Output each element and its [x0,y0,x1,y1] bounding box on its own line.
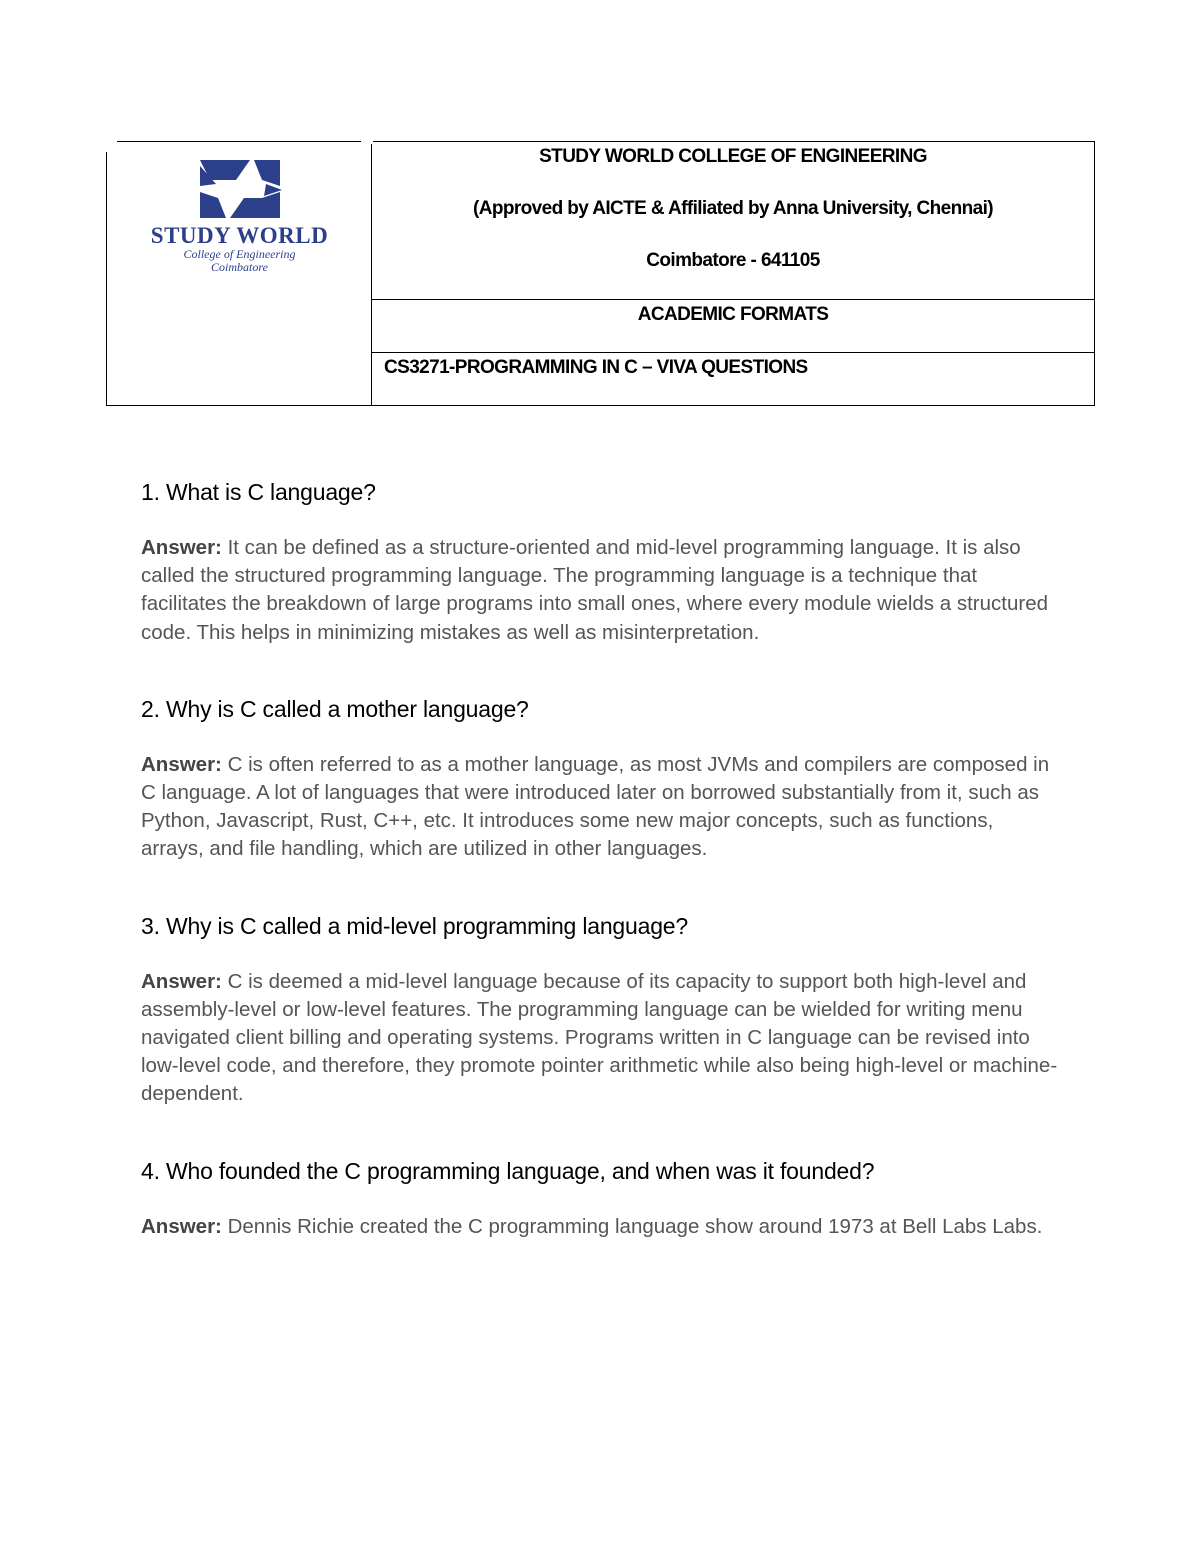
course-row [372,353,1094,407]
question-text: 4. Who founded the C programming language, and when was it founded? [141,1157,875,1184]
logo-subtitle-1: College of Engineering [183,247,296,261]
answer-label: Answer: [141,1214,222,1238]
answer-body: Dennis Richie created the C programming language show around 1973 at Bell Labs Labs. [221,1214,1043,1238]
info-cell [372,142,1094,405]
qa-item [141,912,1061,1109]
college-location: Coimbatore - 641105 [646,250,820,271]
answer-label: Answer: [141,536,222,559]
header-table [106,141,1095,406]
answer-text [141,751,1061,864]
answer-text [141,968,1061,1109]
question-text: 1. What is C language? [141,479,376,505]
college-approval: (Approved by AICTE & Affiliated by Anna University, Chennai) [473,198,993,219]
section-row [372,300,1094,353]
qa-content [141,478,1061,1289]
college-name: STUDY WORLD COLLEGE OF ENGINEERING [539,146,927,167]
logo-cell [107,142,372,405]
question-text: 2. Why is C called a mother language? [141,695,529,722]
logo-subtitle-2: Coimbatore [211,260,268,274]
answer-label: Answer: [141,969,222,993]
qa-item [141,1157,1061,1241]
logo-name: STUDY WORLD [150,223,329,248]
college-info-row [372,142,1094,300]
college-logo [137,156,342,274]
answer-label: Answer: [141,752,222,776]
answer-body: C is deemed a mid-level language because of its capacity to support both high-level and assembly-level or low-level features. The programming language can be wielded for writing menu navigated client billing and operating systems. Programs written in C language can be revised into low-level code, and therefore, they promote pointer arithmetic while also being high-level or machine-dependent. [141,969,1058,1106]
qa-item [141,695,1061,864]
qa-item [141,478,1061,647]
answer-text [141,534,1061,647]
answer-text [141,1213,1061,1241]
question-text: 3. Why is C called a mid-level programming language? [141,912,688,939]
course-title: CS3271-PROGRAMMING IN C – VIVA QUESTIONS [384,357,808,378]
answer-body: C is often referred to as a mother language, as most JVMs and compilers are composed in C language. A lot of languages that were introduced later on borrowed substantially from it, such as Python, Javascript, Rust, C++, etc. It introduces some new major concepts, such as functions, arrays, and file handling, which are utilized in other languages. [141,752,1050,861]
answer-body: It can be defined as a structure-oriented and mid-level programming language. It is also called the structured programming language. The programming language is a technique that facilitates the breakdown of large programs into small ones, where every module wields a structured code. This helps in minimizing mistakes as well as misinterpretation. [141,536,1048,644]
section-title: ACADEMIC FORMATS [637,304,829,325]
shutter-logo-icon [192,156,288,222]
